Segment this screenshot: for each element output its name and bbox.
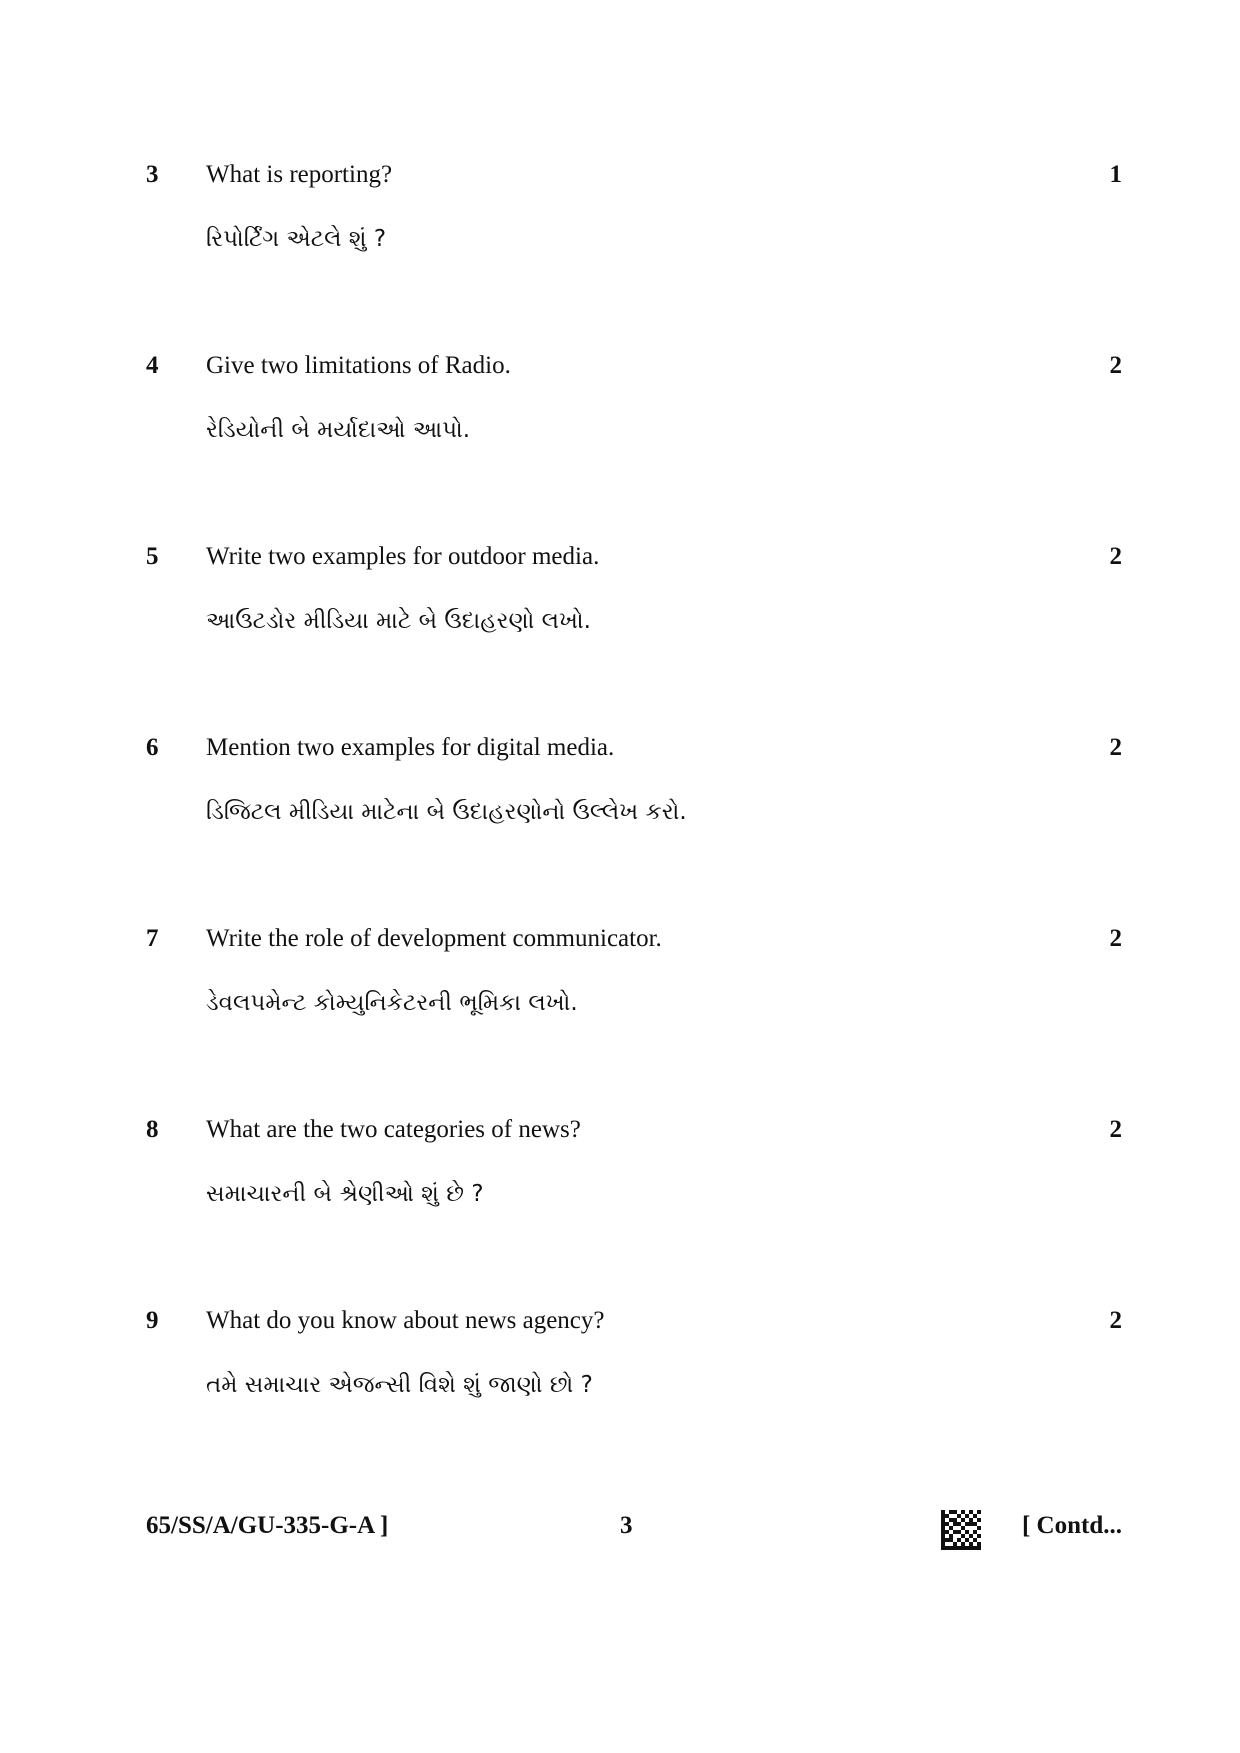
question-text-gujarati: રેડિયોની બે મર્યાદાઓ આપો. (206, 417, 471, 443)
paper-code: 65/SS/A/GU-335-G-A ] (146, 1512, 389, 1539)
question-text-english: What is reporting? (206, 161, 393, 188)
question-number: 5 (146, 543, 159, 570)
question-marks: 1 (1109, 161, 1122, 188)
qr-code-icon (941, 1510, 981, 1550)
question-text-gujarati: તમે સમાચાર એજન્સી વિશે શું જાણો છો ? (206, 1372, 593, 1398)
page-number: 3 (620, 1512, 633, 1539)
question-number: 3 (146, 161, 159, 188)
question-text-gujarati: સમાચારની બે શ્રેણીઓ શું છે ? (206, 1181, 484, 1207)
question-text-gujarati: આઉટડોર મીડિયા માટે બે ઉદાહરણો લખો. (206, 608, 591, 634)
question-text-english: Mention two examples for digital media. (206, 734, 615, 761)
question-9 (146, 1306, 1122, 1436)
question-text-english: What do you know about news agency? (206, 1307, 605, 1334)
question-text-english: Write two examples for outdoor media. (206, 543, 600, 570)
question-text-english: Write the role of development communicator. (206, 925, 662, 952)
question-6 (146, 733, 1122, 863)
question-number: 6 (146, 734, 159, 761)
question-number: 8 (146, 1116, 159, 1143)
question-marks: 2 (1109, 925, 1122, 952)
question-marks: 2 (1109, 1307, 1122, 1334)
question-7 (146, 924, 1122, 1054)
question-number: 4 (146, 352, 159, 379)
question-marks: 2 (1109, 352, 1122, 379)
question-5 (146, 542, 1122, 672)
question-3 (146, 160, 1122, 290)
question-text-gujarati: ડેવલપમેન્ટ કોમ્યુનિકેટરની ભૂમિકા લખો. (206, 990, 578, 1016)
question-4 (146, 351, 1122, 481)
question-number: 9 (146, 1307, 159, 1334)
question-number: 7 (146, 925, 159, 952)
page-footer (146, 1510, 1122, 1550)
question-marks: 2 (1109, 1116, 1122, 1143)
question-text-english: Give two limitations of Radio. (206, 352, 511, 379)
question-text-gujarati: રિપોર્ટિંગ એટલે શું ? (206, 226, 387, 252)
question-marks: 2 (1109, 734, 1122, 761)
continued-label: [ Contd... (1021, 1512, 1122, 1539)
question-text-english: What are the two categories of news? (206, 1116, 581, 1143)
question-marks: 2 (1109, 543, 1122, 570)
question-8 (146, 1115, 1122, 1245)
question-text-gujarati: ડિજિટલ મીડિયા માટેના બે ઉદાહરણોનો ઉલ્લેખ કરો. (206, 799, 687, 825)
